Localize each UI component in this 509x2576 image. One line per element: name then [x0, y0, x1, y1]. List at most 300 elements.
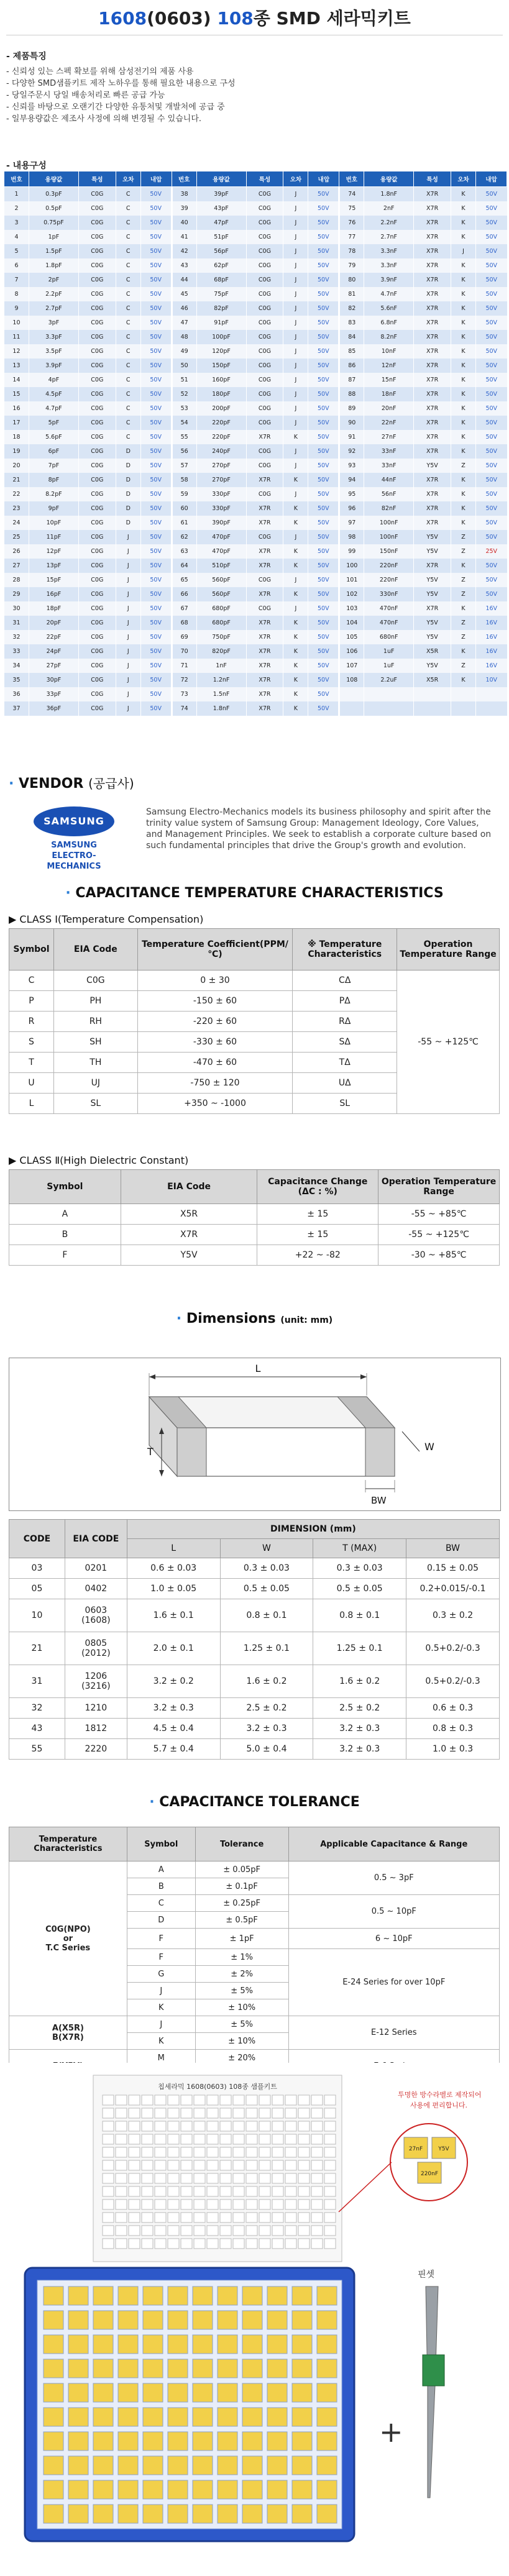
parts-cell: X7R: [246, 644, 283, 659]
label-cell: [324, 2226, 336, 2236]
compartment: [218, 2359, 237, 2378]
label-cell: [233, 2147, 244, 2157]
label-cell: [233, 2226, 244, 2236]
class2-cell: B: [9, 1225, 121, 1245]
label-cell: [168, 2213, 179, 2222]
dim-row: [9, 1579, 500, 1599]
tweezer-icon: [423, 2355, 444, 2386]
parts-cell: 50V: [476, 258, 507, 273]
dim-cell: 5.7 ± 0.4: [127, 1739, 220, 1760]
dim-cell: 3.2 ± 0.3: [127, 1698, 220, 1719]
parts-row: [4, 573, 507, 587]
parts-cell: 50V: [308, 644, 339, 659]
parts-cell: 50V: [140, 230, 172, 244]
label-cell: [324, 2213, 336, 2222]
parts-cell: [451, 701, 476, 716]
dim-header: EIA CODE: [65, 1520, 127, 1558]
parts-cell: 72: [172, 673, 196, 687]
parts-row: [4, 473, 507, 487]
dim-cell: 0.6 ± 0.3: [406, 1698, 500, 1719]
compartment: [118, 2408, 138, 2426]
class1-cell: S: [9, 1032, 54, 1053]
dim-group-header: DIMENSION (mm): [127, 1520, 499, 1539]
parts-cell: 50V: [308, 373, 339, 387]
parts-cell: 50V: [140, 287, 172, 301]
parts-cell: [364, 701, 414, 716]
parts-cell: Y5V: [414, 630, 451, 644]
class2-cell: -55 ~ +125℃: [378, 1225, 500, 1245]
class1-cell: SΔ: [293, 1032, 397, 1053]
parts-cell: J: [283, 216, 308, 230]
compartment: [267, 2432, 287, 2450]
parts-cell: 13: [4, 359, 29, 373]
parts-cell: C0G: [246, 530, 283, 544]
dim-cell: 31: [9, 1665, 65, 1698]
dim-cell: 0.6 ± 0.03: [127, 1558, 220, 1579]
parts-cell: X7R: [246, 687, 283, 701]
parts-col-header: 용량값: [29, 171, 78, 187]
parts-row: [4, 401, 507, 416]
parts-col-header: 내압: [308, 171, 339, 187]
parts-cell: 106: [339, 644, 364, 659]
parts-cell: C0G: [78, 616, 116, 630]
class1-cell: TΔ: [293, 1053, 397, 1073]
temp-chars-title: · CAPACITANCE TEMPERATURE CHARACTERISTICS: [65, 885, 444, 901]
parts-cell: K: [283, 687, 308, 701]
parts-cell: 86: [339, 359, 364, 373]
parts-cell: 25: [4, 530, 29, 544]
tol-cell: ± 1%: [195, 1949, 288, 1966]
compartment: [44, 2383, 63, 2402]
parts-cell: 50V: [140, 373, 172, 387]
parts-cell: 3.3pF: [29, 330, 78, 344]
label-cell: [168, 2173, 179, 2183]
parts-row: [4, 659, 507, 673]
label-cell: [324, 2160, 336, 2170]
class1-cell: L: [9, 1094, 54, 1114]
parts-cell: 10: [4, 316, 29, 330]
label-cell: [311, 2108, 323, 2118]
compartment: [218, 2505, 237, 2523]
parts-cell: 50V: [476, 430, 507, 444]
parts-cell: 50V: [140, 216, 172, 230]
parts-cell: [451, 687, 476, 701]
class1-cell: -150 ± 60: [137, 991, 293, 1012]
features-title: - 제품특징: [6, 52, 47, 62]
parts-cell: C0G: [246, 258, 283, 273]
label-cell: [142, 2108, 153, 2118]
dim-cell: 1.25 ± 0.1: [220, 1632, 313, 1665]
label-cell: [220, 2199, 231, 2209]
parts-cell: 82: [339, 301, 364, 316]
parts-cell: 43: [172, 258, 196, 273]
parts-cell: K: [451, 230, 476, 244]
parts-cell: 50V: [308, 673, 339, 687]
class2-cell: -30 ~ +85℃: [378, 1245, 500, 1266]
parts-cell: 3pF: [29, 316, 78, 330]
label-cell: [259, 2173, 270, 2183]
parts-cell: 50V: [476, 373, 507, 387]
compartment: [218, 2480, 237, 2499]
label-cell: [142, 2213, 153, 2222]
parts-cell: K: [451, 287, 476, 301]
parts-cell: 20pF: [29, 616, 78, 630]
label-cell: [155, 2108, 166, 2118]
parts-cell: 33nF: [364, 444, 414, 459]
compartment: [267, 2505, 287, 2523]
parts-cell: 50V: [476, 230, 507, 244]
dim-cell: 0.2+0.015/-0.1: [406, 1579, 500, 1599]
label-cell: [246, 2186, 257, 2196]
parts-cell: Z: [451, 459, 476, 473]
compartment: [44, 2286, 63, 2305]
compartment: [168, 2359, 188, 2378]
compartment: [193, 2335, 213, 2354]
parts-cell: X7R: [246, 516, 283, 530]
parts-cell: 560pF: [196, 573, 246, 587]
compartment: [93, 2456, 113, 2475]
tol-cell: K: [127, 2033, 195, 2050]
parts-cell: 4pF: [29, 373, 78, 387]
parts-cell: 23: [4, 501, 29, 516]
callout-chip-label: Y5V: [438, 2146, 449, 2152]
label-cell: [233, 2239, 244, 2249]
parts-cell: 96: [339, 501, 364, 516]
parts-row: [4, 687, 507, 701]
parts-cell: 560pF: [196, 587, 246, 601]
compartment: [143, 2383, 163, 2402]
parts-cell: 100nF: [364, 530, 414, 544]
label-cell: [194, 2239, 205, 2249]
parts-cell: 10nF: [364, 344, 414, 359]
compartment: [168, 2480, 188, 2499]
compartment: [143, 2335, 163, 2354]
parts-cell: 75: [339, 201, 364, 216]
compartment: [218, 2408, 237, 2426]
class2-cell: X5R: [121, 1204, 257, 1225]
dim-cell: 1.6 ± 0.1: [127, 1599, 220, 1632]
class2-row: [9, 1204, 500, 1225]
parts-cell: 43pF: [196, 201, 246, 216]
parts-cell: 26: [4, 544, 29, 559]
label-cell: [168, 2147, 179, 2157]
parts-cell: 50V: [476, 316, 507, 330]
dim-row: [9, 1719, 500, 1739]
parts-cell: 56: [172, 444, 196, 459]
dim-cell: 0.3 ± 0.03: [220, 1558, 313, 1579]
label-cell: [220, 2121, 231, 2131]
label-cell: [324, 2108, 336, 2118]
parts-cell: 50V: [308, 301, 339, 316]
label-cell: [194, 2186, 205, 2196]
label-cell: [142, 2134, 153, 2144]
parts-cell: 2.2nF: [364, 216, 414, 230]
feature-item: - 일부용량값은 제조사 사정에 의해 변경될 수 있습니다.: [6, 114, 202, 124]
label-cell: [207, 2173, 218, 2183]
parts-cell: X7R: [246, 587, 283, 601]
parts-cell: K: [283, 544, 308, 559]
parts-cell: 50V: [308, 416, 339, 430]
parts-cell: 30pF: [29, 673, 78, 687]
label-cell: [116, 2108, 127, 2118]
parts-cell: C: [116, 216, 140, 230]
parts-cell: X7R: [246, 659, 283, 673]
parts-cell: 7: [4, 273, 29, 287]
label-cell: [220, 2239, 231, 2249]
compartment: [267, 2480, 287, 2499]
parts-cell: 1.5nF: [196, 687, 246, 701]
parts-cell: J: [283, 273, 308, 287]
compartment: [44, 2359, 63, 2378]
tol-cell: B: [127, 1878, 195, 1895]
label-cell: [285, 2147, 296, 2157]
label-cell: [207, 2095, 218, 2105]
compartment: [317, 2311, 337, 2329]
label-cell: [246, 2226, 257, 2236]
label-cell: [116, 2147, 127, 2157]
parts-cell: 12nF: [364, 359, 414, 373]
compartment: [267, 2408, 287, 2426]
label-cell: [246, 2160, 257, 2170]
tol-cell: ± 5%: [195, 2016, 288, 2033]
parts-cell: C0G: [78, 701, 116, 716]
parts-cell: J: [116, 616, 140, 630]
label-cell: [168, 2239, 179, 2249]
compartment: [68, 2480, 88, 2499]
class2-header: Operation Temperature Range: [378, 1170, 500, 1204]
parts-cell: 10pF: [29, 516, 78, 530]
dim-row: [9, 1599, 500, 1632]
parts-cell: C: [116, 387, 140, 401]
dim-row: [9, 1739, 500, 1760]
compartment: [218, 2311, 237, 2329]
dim-cell: 1.6 ± 0.2: [313, 1665, 406, 1698]
parts-cell: X7R: [414, 516, 451, 530]
parts-cell: 50V: [140, 430, 172, 444]
parts-cell: 22pF: [29, 630, 78, 644]
label-cell: [207, 2199, 218, 2209]
parts-cell: 67: [172, 601, 196, 616]
parts-cell: 31: [4, 616, 29, 630]
compartment: [292, 2505, 312, 2523]
compartment: [143, 2286, 163, 2305]
parts-cell: C0G: [78, 459, 116, 473]
compartment: [317, 2383, 337, 2402]
parts-cell: 220nF: [364, 559, 414, 573]
parts-cell: 33pF: [29, 687, 78, 701]
parts-cell: 1pF: [29, 230, 78, 244]
parts-cell: 16V: [476, 644, 507, 659]
parts-cell: Z: [451, 573, 476, 587]
compartment: [317, 2456, 337, 2475]
label-cell: [324, 2239, 336, 2249]
compartment: [143, 2311, 163, 2329]
parts-cell: 50V: [140, 544, 172, 559]
parts-cell: 50V: [308, 273, 339, 287]
label-cell: [220, 2213, 231, 2222]
parts-cell: 50V: [308, 459, 339, 473]
dim-label-W: W: [424, 1441, 434, 1453]
parts-cell: J: [283, 230, 308, 244]
compartment: [93, 2359, 113, 2378]
dim-cell: 1.0 ± 0.05: [127, 1579, 220, 1599]
label-cell: [116, 2239, 127, 2249]
dim-row: [9, 1558, 500, 1579]
parts-row: [4, 459, 507, 473]
parts-cell: C0G: [78, 373, 116, 387]
label-cell: [220, 2108, 231, 2118]
parts-cell: D: [116, 516, 140, 530]
parts-col-header: 오차: [283, 171, 308, 187]
parts-cell: C: [116, 344, 140, 359]
tol-char: C0G(NPO) or T.C Series: [9, 1861, 127, 2016]
parts-cell: 94: [339, 473, 364, 487]
parts-cell: 75pF: [196, 287, 246, 301]
compartment: [168, 2408, 188, 2426]
parts-cell: C0G: [246, 601, 283, 616]
plus-sign: +: [379, 2415, 403, 2449]
class2-cell: +22 ~ -82: [257, 1245, 378, 1266]
class1-cell: R: [9, 1012, 54, 1032]
label-cell: [116, 2186, 127, 2196]
parts-cell: X7R: [246, 701, 283, 716]
label-cell: [207, 2213, 218, 2222]
product-photo: [0, 2063, 509, 2572]
label-cell: [272, 2108, 283, 2118]
parts-row: [4, 630, 507, 644]
compartment: [143, 2432, 163, 2450]
parts-cell: 220pF: [196, 430, 246, 444]
label-cell: [155, 2160, 166, 2170]
label-cell: [285, 2239, 296, 2249]
parts-cell: 73: [172, 687, 196, 701]
parts-cell: C0G: [78, 601, 116, 616]
compartment: [317, 2480, 337, 2499]
parts-cell: C0G: [78, 359, 116, 373]
dim-cell: 1.25 ± 0.1: [313, 1632, 406, 1665]
label-cell: [103, 2108, 114, 2118]
parts-cell: 50V: [476, 344, 507, 359]
feature-item: - 신뢰를 바탕으로 오랜기간 다양한 유통처및 개발처에 공급 중: [6, 103, 225, 112]
parts-cell: 820pF: [196, 644, 246, 659]
parts-cell: 3.3nF: [364, 258, 414, 273]
parts-cell: 50V: [140, 273, 172, 287]
parts-cell: 470pF: [196, 530, 246, 544]
label-cell: [259, 2160, 270, 2170]
compartment: [267, 2286, 287, 2305]
compartment: [242, 2311, 262, 2329]
dim-cell: 1812: [65, 1719, 127, 1739]
parts-cell: 50V: [308, 573, 339, 587]
parts-cell: X7R: [414, 244, 451, 258]
class1-range: -55 ~ +125℃: [397, 971, 500, 1114]
dim-cell: 10: [9, 1599, 65, 1632]
parts-cell: K: [451, 359, 476, 373]
parts-cell: 5.6nF: [364, 301, 414, 316]
compartment: [317, 2335, 337, 2354]
label-cell: [272, 2199, 283, 2209]
tol-cell: ± 5%: [195, 1983, 288, 1999]
parts-cell: C0G: [246, 373, 283, 387]
compartment: [317, 2359, 337, 2378]
tol-cell: ± 20%: [195, 2050, 288, 2067]
dim-row: [9, 1698, 500, 1719]
compartment: [292, 2335, 312, 2354]
label-cell: [129, 2199, 140, 2209]
parts-cell: 5.6pF: [29, 430, 78, 444]
callout-chip-label: 220nF: [420, 2171, 439, 2177]
compartment: [168, 2311, 188, 2329]
parts-cell: 56nF: [364, 487, 414, 501]
parts-cell: X7R: [414, 330, 451, 344]
parts-cell: 51: [172, 373, 196, 387]
compartment: [292, 2383, 312, 2402]
label-cell: [194, 2213, 205, 2222]
parts-row: [4, 487, 507, 501]
parts-cell: K: [451, 216, 476, 230]
label-cell: [272, 2186, 283, 2196]
compartment: [193, 2456, 213, 2475]
parts-col-header: 용량값: [196, 171, 246, 187]
parts-cell: J: [116, 544, 140, 559]
parts-cell: C0G: [78, 301, 116, 316]
label-cell: [298, 2239, 310, 2249]
parts-cell: Y5V: [414, 587, 451, 601]
parts-cell: 18pF: [29, 601, 78, 616]
callout-chip-label: 27nF: [408, 2146, 423, 2152]
label-cell: [285, 2108, 296, 2118]
label-cell: [246, 2239, 257, 2249]
class1-cell: RΔ: [293, 1012, 397, 1032]
label-cell: [246, 2095, 257, 2105]
label-cell: [285, 2173, 296, 2183]
parts-cell: 27pF: [29, 659, 78, 673]
parts-cell: 68pF: [196, 273, 246, 287]
label-cell: [324, 2095, 336, 2105]
label-cell: [142, 2226, 153, 2236]
parts-cell: X7R: [414, 230, 451, 244]
label-cell: [272, 2147, 283, 2157]
parts-cell: 16V: [476, 659, 507, 673]
label-cell: [168, 2108, 179, 2118]
label-cell: [259, 2108, 270, 2118]
parts-cell: K: [283, 501, 308, 516]
parts-cell: C0G: [78, 516, 116, 530]
label-cell: [246, 2199, 257, 2209]
label-cell: [259, 2239, 270, 2249]
parts-cell: 50V: [308, 616, 339, 630]
parts-cell: J: [451, 244, 476, 258]
dim-cell: 05: [9, 1579, 65, 1599]
compartment: [242, 2383, 262, 2402]
label-cell: [181, 2213, 192, 2222]
parts-cell: 2.7pF: [29, 301, 78, 316]
parts-cell: X7R: [246, 473, 283, 487]
label-cell: [129, 2226, 140, 2236]
label-cell: [142, 2121, 153, 2131]
parts-cell: K: [451, 387, 476, 401]
label-cell: [259, 2134, 270, 2144]
label-cell: [311, 2160, 323, 2170]
parts-cell: 3.3nF: [364, 244, 414, 258]
label-cell: [259, 2121, 270, 2131]
compartment: [44, 2456, 63, 2475]
parts-cell: C0G: [78, 316, 116, 330]
label-cell: [181, 2199, 192, 2209]
dim-cell: 03: [9, 1558, 65, 1579]
parts-cell: 28: [4, 573, 29, 587]
label-cell: [129, 2239, 140, 2249]
